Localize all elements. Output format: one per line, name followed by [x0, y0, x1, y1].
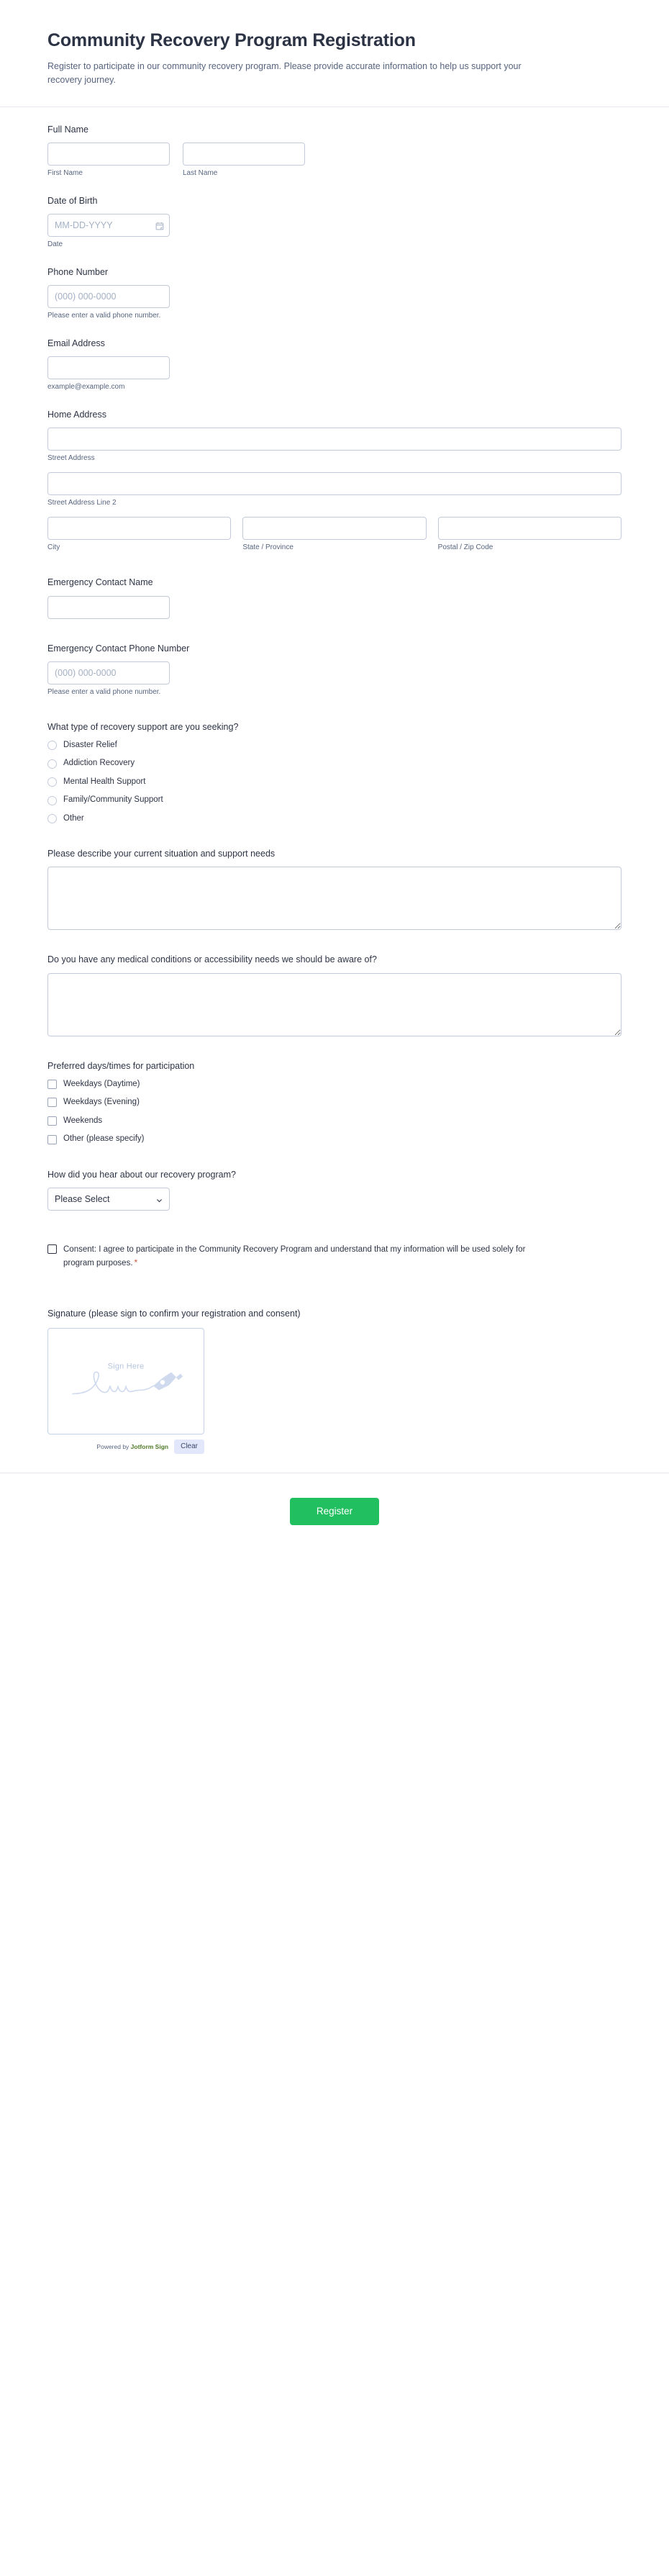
radio-option-disaster-relief[interactable] [47, 740, 622, 751]
powered-by-text [96, 1443, 168, 1450]
date-of-birth-label: Date of Birth [47, 195, 98, 206]
radio-option-addiction-recovery[interactable] [47, 758, 622, 769]
spacer [47, 1293, 622, 1300]
field-support-type [47, 720, 622, 825]
street-address-group [47, 428, 622, 464]
support-type-label: What type of recovery support are you seeking? [47, 721, 239, 732]
field-preferred-times [47, 1059, 622, 1145]
form-body [0, 107, 669, 1454]
referral-source-label: How did you hear about our recovery program? [47, 1169, 236, 1180]
field-current-situation [47, 847, 622, 930]
medical-conditions-textarea[interactable] [47, 973, 622, 1036]
spacer [47, 635, 622, 642]
radio-icon[interactable] [47, 777, 57, 787]
date-of-birth-sublabel: Date [47, 240, 63, 248]
state-province-sublabel: State / Province [242, 543, 293, 552]
clear-signature-button[interactable]: Clear [174, 1440, 204, 1454]
checkbox-option-label: Weekdays (Evening) [63, 1098, 140, 1107]
date-of-birth-input[interactable] [47, 214, 170, 237]
radio-option-other[interactable] [47, 813, 622, 825]
checkbox-option-weekdays-daytime[interactable] [47, 1079, 622, 1090]
consent-text [63, 1244, 552, 1270]
preferred-times-label: Preferred days/times for participation [47, 1060, 195, 1071]
support-type-options [47, 740, 622, 825]
radio-option-family-community-support[interactable] [47, 795, 622, 806]
state-province-input[interactable] [242, 517, 426, 540]
street-address-sublabel: Street Address [47, 454, 95, 463]
last-name-sublabel: Last Name [183, 168, 218, 177]
checkbox-icon[interactable] [47, 1116, 57, 1126]
required-asterisk: * [134, 1257, 138, 1268]
field-email-address [47, 337, 622, 392]
street-address-line2-group [47, 472, 622, 508]
checkbox-icon[interactable] [47, 1098, 57, 1107]
field-medical-conditions [47, 953, 622, 1036]
email-address-label: Email Address [47, 338, 105, 349]
spacer [47, 1234, 622, 1241]
checkbox-icon[interactable] [47, 1135, 57, 1144]
radio-option-mental-health-support[interactable] [47, 777, 622, 788]
consent-label: Consent: I agree to participate in the Community Recovery Program and understand that my information will be used solely for program purposes. [63, 1244, 526, 1268]
spacer [47, 1226, 622, 1234]
emergency-contact-phone-sublabel: Please enter a valid phone number. [47, 687, 161, 696]
spacer [47, 713, 622, 720]
field-date-of-birth [47, 194, 622, 250]
checkbox-option-label: Other (please specify) [63, 1134, 145, 1144]
radio-option-label: Disaster Relief [63, 740, 117, 749]
field-referral-source [47, 1168, 622, 1211]
first-name-group [47, 143, 170, 178]
checkbox-icon[interactable] [47, 1080, 57, 1089]
referral-select-wrapper [47, 1188, 170, 1211]
radio-option-label: Addiction Recovery [63, 759, 135, 768]
signature-placeholder-text: Sign Here [107, 1362, 145, 1371]
first-name-sublabel: First Name [47, 168, 83, 177]
home-address-label: Home Address [47, 410, 106, 420]
field-emergency-contact-phone [47, 642, 622, 697]
city-sublabel: City [47, 543, 60, 552]
street-address-input[interactable] [47, 428, 622, 451]
signature-label: Signature (please sign to confirm your registration and consent) [47, 1309, 301, 1319]
consent-checkbox-icon[interactable] [47, 1244, 57, 1254]
register-submit-button[interactable]: Register [290, 1498, 379, 1525]
field-emergency-contact-name [47, 576, 622, 618]
preferred-times-options [47, 1079, 622, 1145]
phone-number-input[interactable] [47, 285, 170, 308]
last-name-input[interactable] [183, 143, 305, 166]
current-situation-textarea[interactable] [47, 867, 622, 930]
spacer [47, 1052, 622, 1059]
signature-toolbar [47, 1440, 204, 1454]
radio-option-label: Family/Community Support [63, 795, 163, 805]
field-signature [47, 1307, 622, 1453]
first-name-input[interactable] [47, 143, 170, 166]
spacer [47, 1285, 622, 1293]
postal-zip-sublabel: Postal / Zip Code [437, 543, 493, 552]
powered-by-prefix: Powered by [96, 1442, 131, 1450]
radio-option-label: Mental Health Support [63, 777, 146, 786]
page-subtitle: Register to participate in our community recovery program. Please provide accurate information to help us support your recovery journey. [47, 61, 522, 86]
page-title: Community Recovery Program Registration [47, 30, 416, 50]
full-name-row [47, 143, 622, 178]
checkbox-option-weekends[interactable] [47, 1116, 622, 1127]
field-consent [47, 1244, 622, 1270]
radio-icon[interactable] [47, 741, 57, 750]
last-name-group [183, 143, 305, 178]
field-phone-number [47, 266, 622, 321]
street-address-line2-input[interactable] [47, 472, 622, 495]
phone-number-sublabel: Please enter a valid phone number. [47, 312, 161, 320]
form-header [0, 0, 669, 107]
postal-zip-input[interactable] [438, 517, 622, 540]
spacer [47, 946, 622, 953]
spacer [47, 569, 622, 576]
signature-pad[interactable] [47, 1328, 204, 1434]
city-group [47, 517, 231, 553]
emergency-contact-phone-input[interactable] [47, 661, 170, 684]
address-city-state-zip-row [47, 517, 622, 553]
email-address-input[interactable] [47, 356, 170, 379]
checkbox-option-other[interactable] [47, 1134, 622, 1145]
field-home-address [47, 408, 622, 553]
field-full-name [47, 123, 622, 178]
radio-icon[interactable] [47, 796, 57, 805]
checkbox-option-label: Weekdays (Daytime) [63, 1079, 140, 1088]
consent-row[interactable] [47, 1244, 622, 1270]
radio-icon[interactable] [47, 814, 57, 823]
jotform-sign-brand: Jotform Sign [130, 1442, 169, 1450]
emergency-contact-name-label: Emergency Contact Name [47, 577, 153, 588]
form-footer [0, 1473, 669, 1554]
postal-group [438, 517, 622, 553]
checkbox-option-label: Weekends [63, 1116, 103, 1125]
city-input[interactable] [47, 517, 231, 540]
radio-option-label: Other [63, 813, 84, 823]
referral-source-select[interactable] [47, 1188, 170, 1211]
emergency-contact-phone-label: Emergency Contact Phone Number [47, 643, 190, 654]
emergency-contact-name-input[interactable] [47, 596, 170, 619]
spacer [47, 1161, 622, 1168]
signature-placeholder [48, 1362, 204, 1404]
medical-conditions-label: Do you have any medical conditions or accessibility needs we should be aware of? [47, 954, 377, 965]
spacer [47, 840, 622, 847]
date-input-wrapper [47, 214, 170, 237]
spacer [47, 1300, 622, 1307]
signature-squiggle-icon [68, 1367, 183, 1400]
state-group [242, 517, 426, 553]
phone-number-label: Phone Number [47, 267, 109, 277]
radio-icon[interactable] [47, 759, 57, 769]
email-address-sublabel: example@example.com [47, 383, 125, 392]
checkbox-option-weekdays-evening[interactable] [47, 1097, 622, 1108]
full-name-label: Full Name [47, 124, 88, 135]
street-address-line2-sublabel: Street Address Line 2 [47, 499, 117, 507]
current-situation-label: Please describe your current situation and support needs [47, 849, 276, 859]
